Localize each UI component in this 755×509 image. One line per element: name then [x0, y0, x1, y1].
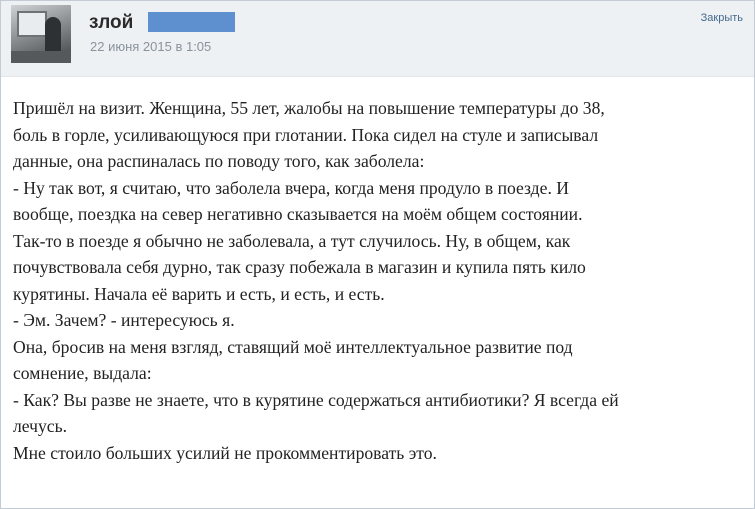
post-header	[1, 1, 754, 77]
text-line: Пришёл на визит. Женщина, 55 лет, жалобы на повышение температуры до 38,	[13, 98, 605, 118]
text-line: Так-то в поезде я обычно не заболевала, а тут случилось. Ну, в общем, как	[13, 230, 571, 251]
avatar-desk-shape	[11, 51, 71, 63]
text-line: данные, она распиналась по поводу того, как заболела:	[13, 151, 425, 171]
avatar[interactable]	[11, 5, 71, 63]
text-line: боль в горле, усиливающуюся при глотании. Пока сидел на стуле и записывал	[13, 124, 599, 145]
avatar-figure-shape	[45, 17, 61, 53]
text-line: почувствовала себя дурно, так сразу побежала в магазин и купила пять кило	[13, 257, 586, 277]
text-line: Мне стоило больших усилий не прокомментировать это.	[13, 442, 437, 463]
censored-name-bar	[148, 12, 235, 32]
post-text	[13, 95, 744, 466]
text-line: - Ну так вот, я считаю, что заболела вчера, когда меня продуло в поезде. И	[13, 177, 569, 198]
text-line: сомнение, выдала:	[13, 363, 152, 383]
text-line: Она, бросив на меня взгляд, ставящий моё интеллектуальное развитие под	[13, 336, 573, 357]
author-name[interactable]: злой	[89, 12, 134, 33]
post-date[interactable]: 22 июня 2015 в 1:05	[90, 39, 212, 54]
text-line: - Эм. Зачем? - интересуюсь я.	[13, 310, 235, 330]
text-line: вообще, поездка на север негативно сказывается на моём общем состоянии.	[13, 204, 583, 224]
text-line: лечусь.	[13, 416, 68, 436]
avatar-window-shape	[17, 11, 47, 37]
close-link[interactable]: Закрыть	[700, 12, 743, 24]
text-line: курятины. Начала её варить и есть, и есть, и есть.	[13, 283, 385, 304]
text-line: - Как? Вы разве не знаете, что в курятине содержаться антибиотики? Я всегда ей	[13, 389, 619, 410]
